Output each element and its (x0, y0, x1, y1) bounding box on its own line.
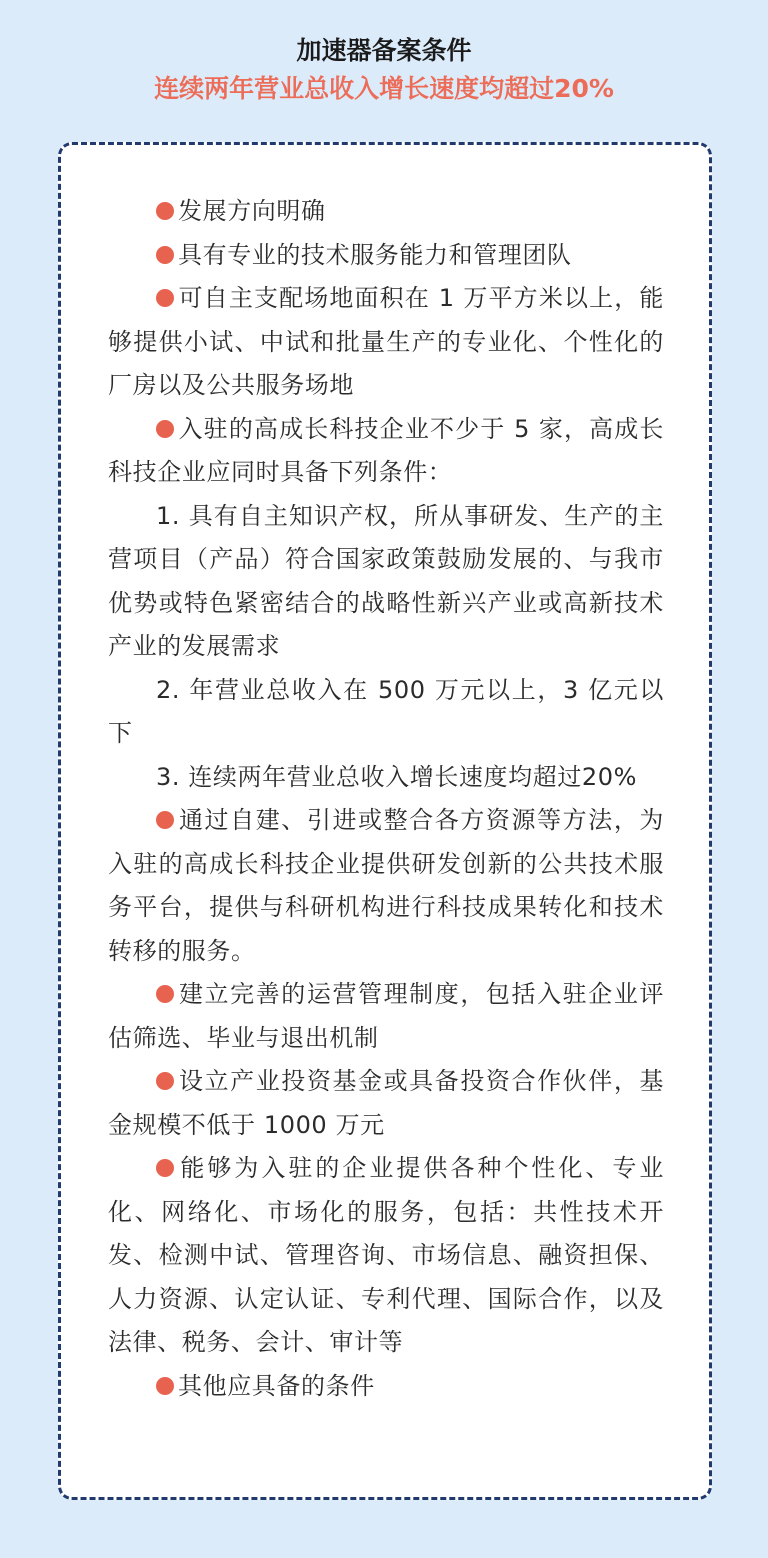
bullet-dot-icon (156, 1377, 174, 1395)
condition-text: 具有专业的技术服务能力和管理团队 (178, 240, 572, 269)
bullet-dot-icon (156, 1072, 174, 1090)
bullet-dot-icon (156, 420, 174, 438)
condition-item (108, 408, 664, 495)
condition-item (108, 799, 664, 973)
condition-item (108, 1060, 664, 1147)
condition-text: 设立产业投资基金或具备投资合作伙伴，基金规模不低于 1000 万元 (108, 1067, 664, 1139)
bullet-dot-icon (156, 246, 174, 264)
sub-condition-item (108, 495, 664, 669)
bullet-dot-icon (156, 811, 174, 829)
bullet-dot-icon (156, 289, 174, 307)
condition-text: 通过自建、引进或整合各方资源等方法，为入驻的高成长科技企业提供研发创新的公共技术服务平台，提供与科研机构进行科技成果转化和技术转移的服务。 (108, 806, 664, 965)
condition-item (108, 1365, 664, 1409)
condition-text: 发展方向明确 (178, 197, 326, 225)
sub-condition-text: 3. 连续两年营业总收入增长速度均超过20% (156, 762, 638, 791)
condition-item (108, 973, 664, 1060)
page-title: 加速器备案条件 (296, 36, 472, 65)
condition-text: 建立完善的运营管理制度，包括入驻企业评估筛选、毕业与退出机制 (108, 980, 664, 1052)
condition-text: 其他应具备的条件 (178, 1371, 375, 1400)
condition-item (108, 277, 664, 408)
conditions-list (108, 190, 664, 1408)
condition-item (108, 190, 664, 234)
condition-item (108, 234, 664, 278)
sub-condition-item (108, 756, 664, 800)
bullet-dot-icon (156, 985, 174, 1003)
bullet-dot-icon (156, 1159, 174, 1177)
condition-item (108, 1147, 664, 1365)
page-subtitle: 连续两年营业总收入增长速度均超过20% (154, 74, 614, 103)
condition-text: 入驻的高成长科技企业不少于 5 家，高成长科技企业应同时具备下列条件： (108, 414, 664, 486)
sub-condition-text: 1. 具有自主知识产权，所从事研发、生产的主营项目（产品）符合国家政策鼓励发展的、与我市优势或特色紧密结合的战略性新兴产业或高新技术产业的发展需求 (108, 501, 664, 660)
sub-condition-text: 2. 年营业总收入在 500 万元以上，3 亿元以下 (108, 675, 664, 747)
bullet-dot-icon (156, 202, 174, 220)
condition-text: 可自主支配场地面积在 1 万平方米以上，能够提供小试、中试和批量生产的专业化、个性化的厂房以及公共服务场地 (108, 284, 664, 399)
sub-condition-item (108, 669, 664, 756)
condition-text: 能够为入驻的企业提供各种个性化、专业化、网络化、市场化的服务，包括：共性技术开发、检测中试、管理咨询、市场信息、融资担保、人力资源、认定认证、专利代理、国际合作，以及法律、税务、会计、审计等 (108, 1154, 664, 1356)
